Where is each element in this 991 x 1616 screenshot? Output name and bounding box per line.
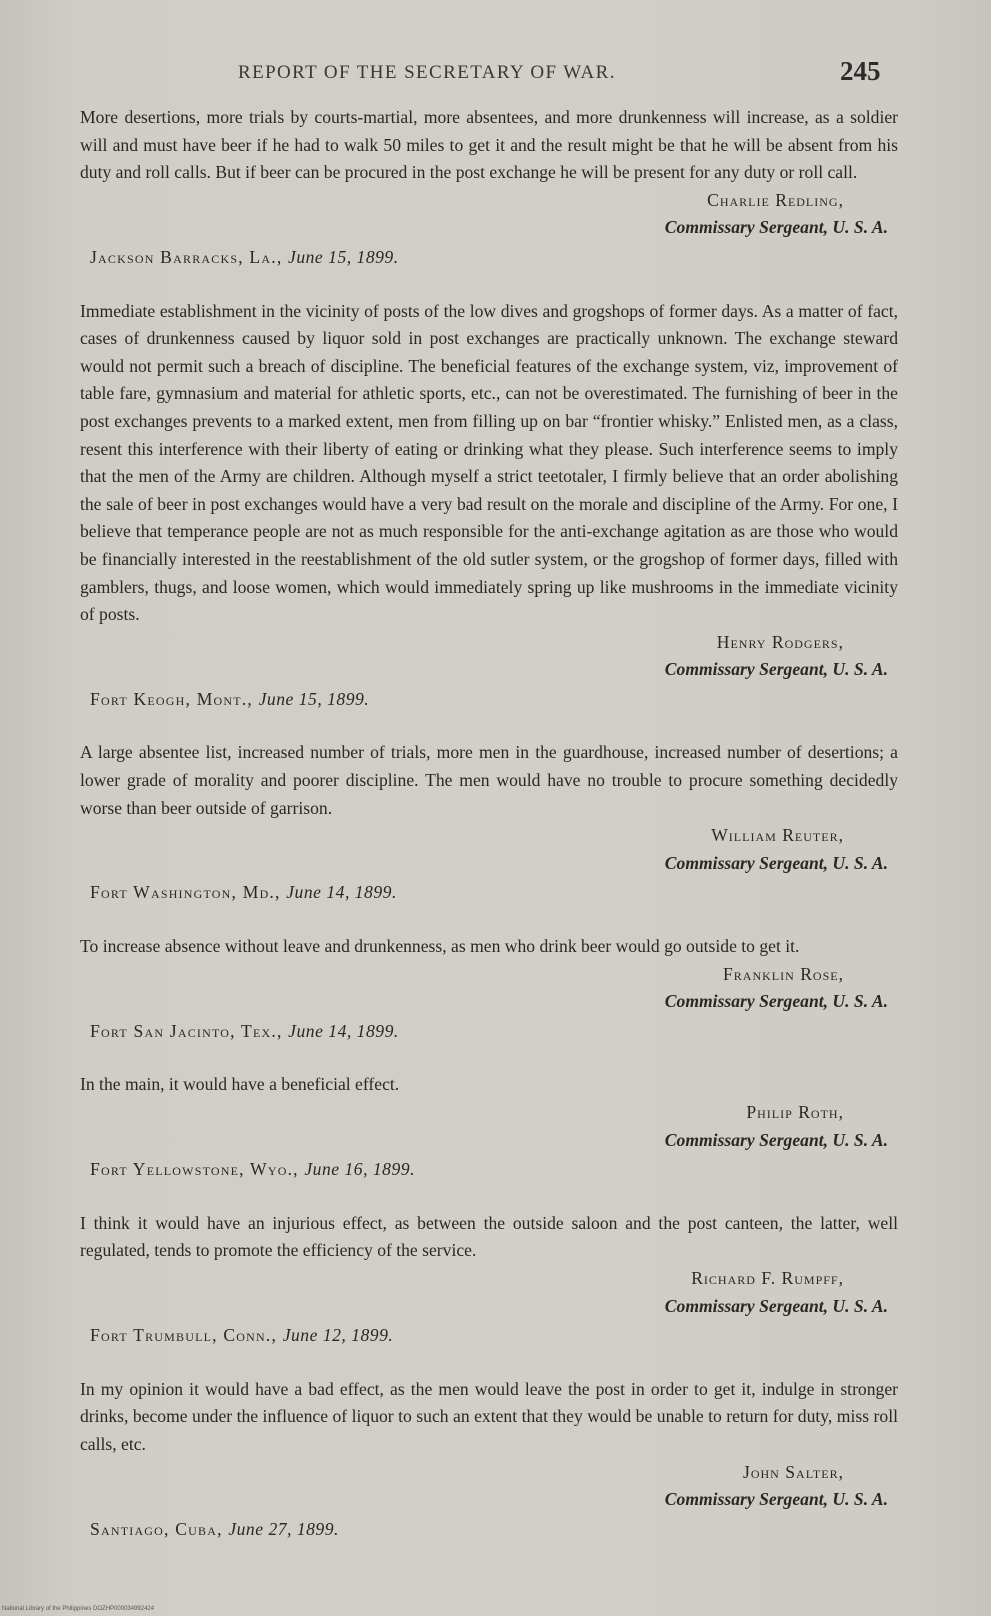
place-name: Jackson Barracks, La.,	[90, 246, 283, 267]
entry-text: In the main, it would have a beneficial effect.	[80, 1074, 400, 1095]
place-name: Fort Keogh, Mont.,	[90, 688, 253, 709]
place-date: June 15, 1899.	[258, 688, 370, 709]
signature	[80, 629, 898, 684]
signature-name: Henry Rodgers,	[716, 631, 844, 652]
signature-name: Franklin Rose,	[723, 963, 844, 984]
signature-name: Philip Roth,	[746, 1102, 844, 1122]
place-name: Fort Yellowstone, Wyo.,	[90, 1159, 299, 1180]
signature	[80, 1099, 898, 1154]
place-line	[90, 244, 898, 272]
signature-name: John Salter,	[743, 1461, 844, 1482]
signature-title: Commissary Sergeant, U. S. A.	[664, 659, 888, 680]
entry-text: I think it would have an injurious effect, as between the outside saloon and the post canteen, the latter, well regulated, tends to promote the efficiency of the service.	[80, 1212, 898, 1261]
entry	[80, 1210, 898, 1350]
place-date: June 12, 1899.	[282, 1325, 394, 1346]
entry	[80, 933, 898, 1045]
place-date: June 14, 1899.	[286, 882, 397, 903]
entry-text: Immediate establishment in the vicinity of posts of the low dives and grogshops of former days. As a matter of fact, cases of drunkenness caused by liquor sold in post exchanges are practically unknown. The exchange steward would not permit such a breach of discipline. The beneficial features of the exchange system, viz, improvement of table fare, gymnasium and material for athletic sports, etc., can not be overestimated. The furnishing of beer in the post exchanges prevents to a marked extent, men from filling up on bar “frontier whisky.” Enlisted men, as a class, resent this interference with their liberty of eating or drinking what they please. Such interference seems to imply that the men of the Army are children. Although myself a strict teetotaler, I firmly believe that an order abolishing the sale of beer in post exchanges would have a very bad result on the morale and discipline of the Army. For one, I believe that temperance people are not as much responsible for the anti-exchange agitation as are those who would be financially interested in the reestablishment of the old sutler system, or the grogshop of former days, filled with gamblers, thugs, and loose women, which would immediately spring up like mushrooms in the immediate vicinity of posts.	[80, 300, 898, 625]
place-date: June 15, 1899.	[288, 246, 399, 267]
entry-text: More desertions, more trials by courts-martial, more absentees, and more drunkenness will increase, as a soldier will and must have beer if he had to walk 50 miles to get it and the result might be that he will be absent from his duty and roll calls. But if beer can be procured in the post exchange he will be present for any duty or roll call.	[80, 107, 898, 183]
place-name: Santiago, Cuba,	[90, 1518, 223, 1539]
running-head: REPORT OF THE SECRETARY OF WAR.	[238, 62, 616, 83]
place-name: Fort Trumbull, Conn.,	[90, 1325, 278, 1346]
entry	[80, 739, 898, 907]
signature-title: Commissary Sergeant, U. S. A.	[664, 1489, 888, 1510]
page-header	[0, 58, 991, 88]
place-line	[90, 1322, 898, 1350]
page-number: 245	[840, 56, 881, 86]
signature-title: Commissary Sergeant, U. S. A.	[664, 217, 888, 238]
entry	[80, 1071, 898, 1183]
scan-footer: National Library of the Philippines DOZHP000034992424	[2, 1606, 155, 1612]
entry	[80, 1376, 898, 1544]
signature	[80, 1459, 898, 1514]
signature	[80, 822, 898, 877]
place-line	[90, 1516, 898, 1544]
place-line	[90, 1156, 898, 1184]
entry	[80, 298, 898, 714]
entry	[80, 104, 898, 272]
signature	[80, 961, 898, 1016]
place-line	[90, 686, 898, 714]
signature-title: Commissary Sergeant, U. S. A.	[664, 1129, 888, 1150]
page-body	[80, 104, 898, 1569]
entry-text: To increase absence without leave and drunkenness, as men who drink beer would go outside to get it.	[80, 936, 800, 957]
signature	[80, 1265, 898, 1320]
place-date: June 14, 1899.	[288, 1020, 399, 1041]
signature	[80, 187, 898, 242]
place-line	[90, 879, 898, 907]
place-date: June 27, 1899.	[228, 1518, 339, 1539]
signature-name: William Reuter,	[711, 825, 844, 846]
signature-name: Charlie Redling,	[707, 189, 844, 210]
signature-title: Commissary Sergeant, U. S. A.	[664, 991, 888, 1012]
signature-name: Richard F. Rumpff,	[691, 1267, 844, 1288]
place-date: June 16, 1899.	[304, 1159, 415, 1180]
entry-text: A large absentee list, increased number of trials, more men in the guardhouse, increased number of desertions; a lower grade of morality and poorer discipline. The men would have no trouble to procure something decidedly worse than beer outside of garrison.	[80, 742, 898, 818]
place-name: Fort San Jacinto, Tex.,	[90, 1020, 283, 1041]
signature-title: Commissary Sergeant, U. S. A.	[664, 852, 888, 873]
place-line	[90, 1018, 898, 1046]
entry-text: In my opinion it would have a bad effect, as the men would leave the post in order to get it, indulge in stronger drinks, become under the influence of liquor to such an extent that they would be unable to return for duty, miss roll calls, etc.	[80, 1378, 898, 1454]
place-name: Fort Washington, Md.,	[90, 882, 281, 903]
signature-title: Commissary Sergeant, U. S. A.	[664, 1295, 888, 1316]
